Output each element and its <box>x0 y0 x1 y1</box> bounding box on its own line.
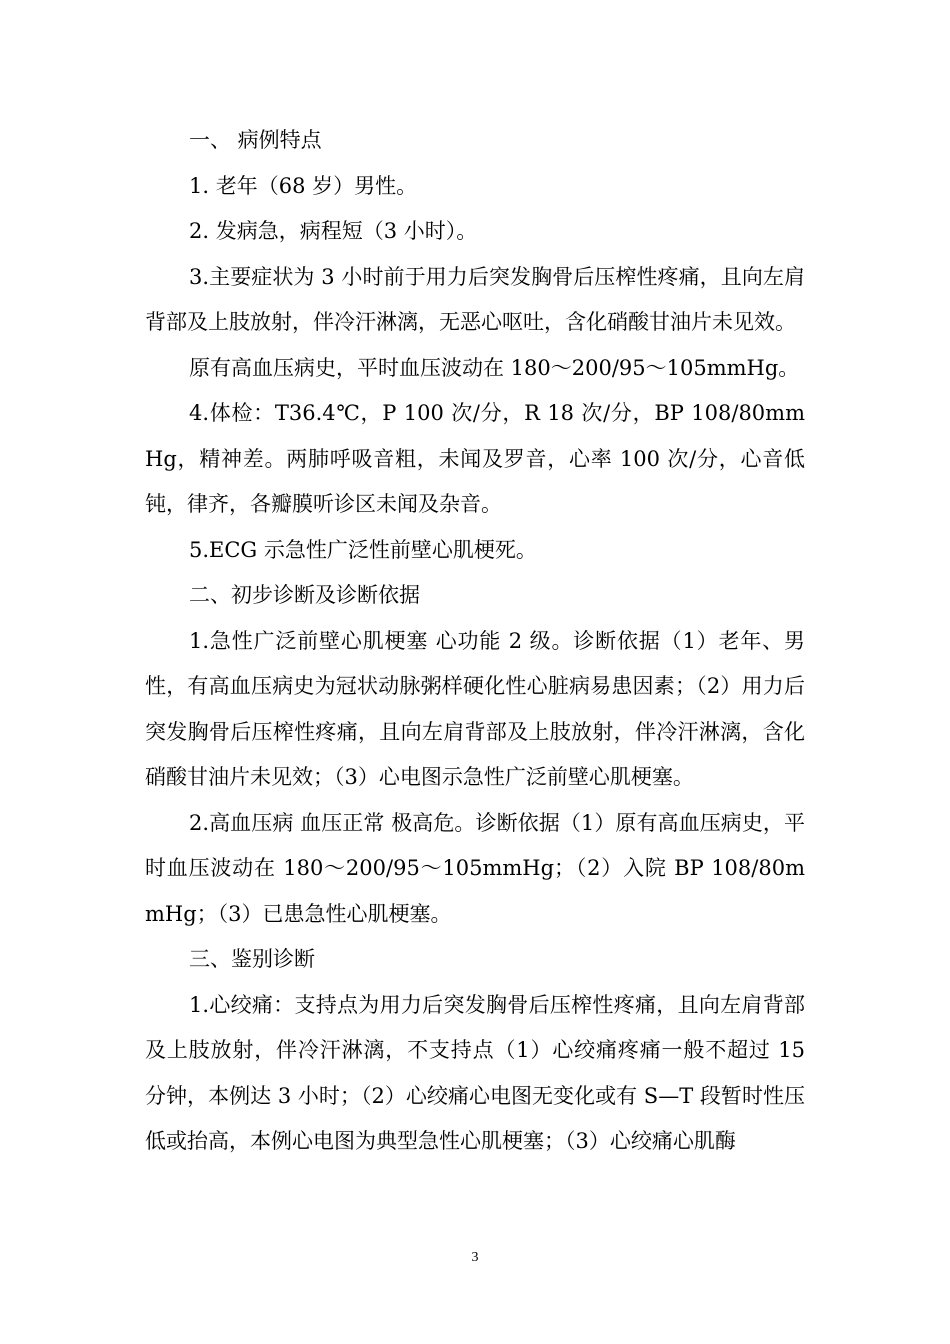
paragraph-ecg: 5.ECG 示急性广泛性前壁心肌梗死。 <box>189 537 537 562</box>
document-body <box>145 118 805 1165</box>
paragraph-exam: 4.体检：T36.4℃，P 100 次/分，R 18 次/分，BP 108/80mmHg，精神差。两肺呼吸音粗，未闻及罗音，心率 100 次/分，心音低钝，律齐，各瓣膜听诊区未闻及杂音。 <box>145 401 805 516</box>
section-heading-differential: 三、鉴别诊断 <box>189 947 315 971</box>
paragraph-diagnosis-mi: 1.急性广泛前壁心肌梗塞 心功能 2 级。诊断依据（1）老年、男性，有高血压病史为冠状动脉粥样硬化性心脏病易患因素；（2）用力后突发胸骨后压榨性疼痛，且向左肩背部及上肢放射，伴冷汗淋漓，含化硝酸甘油片未见效；（3）心电图示急性广泛前壁心肌梗塞。 <box>145 628 805 789</box>
paragraph-age: 1. 老年（68 岁）男性。 <box>189 173 418 198</box>
paragraph-history: 原有高血压病史，平时血压波动在 180～200/95～105mmHg。 <box>189 355 800 380</box>
paragraph-diagnosis-hypertension: 2.高血压病 血压正常 极高危。诊断依据（1）原有高血压病史，平时血压波动在 180～200/95～105mmHg；（2）入院 BP 108/80mmHg；（3）已患急性心肌梗塞。 <box>145 810 805 926</box>
paragraph-differential-angina: 1.心绞痛：支持点为用力后突发胸骨后压榨性疼痛，且向左肩背部及上肢放射，伴冷汗淋漓，不支持点（1）心绞痛疼痛一般不超过 15 分钟，本例达 3 小时；（2）心绞痛心电图无变化或有 S—T 段暂时性压低或抬高，本例心电图为典型急性心肌梗塞；（3）心绞痛心肌酶 <box>145 992 805 1153</box>
paragraph-onset: 2. 发病急，病程短（3 小时）。 <box>189 219 478 243</box>
section-heading-diagnosis: 二、初步诊断及诊断依据 <box>189 583 420 607</box>
section-heading-case-features: 一、 病例特点 <box>189 128 322 152</box>
page-number: 3 <box>471 1250 479 1265</box>
paragraph-symptoms: 3.主要症状为 3 小时前于用力后突发胸骨后压榨性疼痛，且向左肩背部及上肢放射，伴冷汗淋漓，无恶心呕吐，含化硝酸甘油片未见效。 <box>145 264 805 334</box>
